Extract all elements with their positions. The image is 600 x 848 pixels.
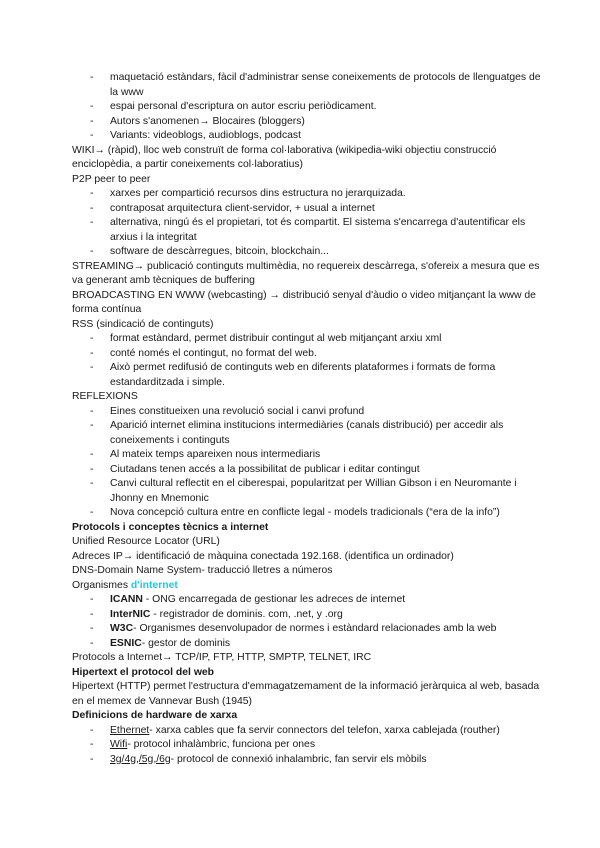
item-text: Això permet redifusió de continguts web en diferents plataformes i formats de forma estandarditzada i simple. <box>110 362 496 388</box>
item-text: software de descàrregues, bitcoin, blockchain... <box>110 246 329 257</box>
bullet-dash: - <box>90 463 94 475</box>
paragraph-text: Organismes <box>72 579 131 591</box>
item-text: - ONG encarregada de gestionar les adreces de internet <box>142 594 406 605</box>
bullet-dash: - <box>90 333 94 344</box>
list-item <box>90 622 542 637</box>
bullet-dash: - <box>90 507 94 518</box>
list-item <box>90 477 542 506</box>
bullet-dash: - <box>90 637 94 649</box>
section-heading: Definicions de hardware de xarxa <box>72 710 238 721</box>
item-text: Al mateix temps apareixen nous intermediaris <box>110 449 321 460</box>
list-item <box>90 637 542 652</box>
bullet-dash: - <box>90 449 94 460</box>
item-term: InterNIC <box>110 608 151 620</box>
item-text: - gestor de dominis <box>141 637 231 649</box>
bullet-dash: - <box>90 608 94 620</box>
paragraph: RSS (sindicació de continguts) <box>72 318 214 330</box>
list-item <box>90 463 542 478</box>
section-heading: Hipertext el protocol del web <box>72 666 215 678</box>
bullet-dash: - <box>90 101 94 112</box>
bullet-dash: - <box>90 72 94 83</box>
list-item <box>90 361 542 390</box>
item-text: Autors s'anomenen→ Blocaires (bloggers) <box>110 115 305 127</box>
list-item <box>90 187 542 202</box>
list-item <box>90 753 542 768</box>
list-item <box>90 506 542 521</box>
list-item <box>90 129 542 144</box>
item-text: alternativa, ningú és el propietari, tot és compartit. El sistema s'encarrega d'autentificar els arxius i la integritat <box>110 217 526 243</box>
item-text: contraposat arquitectura client-servidor, + usual a internet <box>110 202 375 214</box>
paragraph: DNS-Domain Name System- traducció lletres a números <box>72 565 333 576</box>
paragraph <box>72 579 542 594</box>
document-page <box>72 71 542 767</box>
item-term: ICANN <box>110 594 143 605</box>
item-text: conté només el contingut, no format del web. <box>110 347 317 359</box>
item-term: Ethernet <box>110 724 150 736</box>
item-text: format estàndard, permet distribuir contingut al web mitjançant arxiu xml <box>110 333 442 344</box>
list-item <box>90 245 542 260</box>
paragraph: Protocols a Internet→ TCP/IP, FTP, HTTP, SMPTP, TELNET, IRC <box>72 652 372 663</box>
item-text: - registrador de dominis. com, .net, y .org <box>150 608 343 620</box>
item-text: - protocol inhalàmbric, funciona per ones <box>127 739 316 750</box>
item-term: 3g/4g,/5g,/6g <box>110 753 171 765</box>
item-text: Variants: videoblogs, audioblogs, podcast <box>110 130 302 141</box>
bullet-dash: - <box>90 594 94 605</box>
item-text: Canvi cultural reflectit en el ciberespai, popularitzat per Willian Gibson i en Neuromante i Jhonny en Mnemonic <box>110 478 517 504</box>
bullet-dash: - <box>90 739 94 750</box>
bullet-dash: - <box>90 724 94 736</box>
item-term: W3C <box>110 623 134 634</box>
section-heading: Protocols i conceptes tècnics a internet <box>72 521 269 533</box>
bullet-dash: - <box>90 623 94 634</box>
item-text: Eines constitueixen una revolució social i canvi profund <box>110 405 365 417</box>
bullet-dash: - <box>90 347 94 359</box>
list-item <box>90 405 542 420</box>
paragraph: Adreces IP→ identificació de màquina conectada 192.168. (identifica un ordinador) <box>72 550 454 562</box>
item-text: maquetació estàndars, fàcil d'administrar sense coneixements de protocols de llenguatges de la www <box>110 72 541 98</box>
list-item <box>90 332 542 347</box>
bullet-dash: - <box>90 246 94 257</box>
list-item <box>90 608 542 623</box>
list-item <box>90 738 542 753</box>
item-term: ESNIC <box>110 637 142 649</box>
list-item <box>90 593 542 608</box>
bullet-dash: - <box>90 115 94 127</box>
bullet-dash: - <box>90 217 94 228</box>
bullet-dash: - <box>90 420 94 431</box>
paragraph: Unified Resource Locator (URL) <box>72 536 220 547</box>
bullet-dash: - <box>90 130 94 141</box>
bullet-dash: - <box>90 753 94 765</box>
list-item <box>90 216 542 245</box>
list-item <box>90 724 542 739</box>
list-item <box>90 202 542 217</box>
list-item <box>90 100 542 115</box>
bullet-dash: - <box>90 202 94 214</box>
item-text: Ciutadans tenen accés a la possibilitat de publicar i editar contingut <box>110 463 420 475</box>
item-text: xarxes per compartició recursos dins estructura no jerarquizada. <box>110 188 406 199</box>
paragraph: REFLEXIONS <box>72 391 138 402</box>
paragraph: P2P peer to peer <box>72 173 151 185</box>
item-text: - protocol de connexió inhalambric, fan servir els mòbils <box>170 753 427 765</box>
list-item <box>90 115 542 130</box>
bullet-dash: - <box>90 188 94 199</box>
bullet-dash: - <box>90 478 94 489</box>
item-text: - xarxa cables que fa servir connectors del telefon, xarxa cablejada (routher) <box>149 724 500 736</box>
list-item <box>90 419 542 448</box>
list-item <box>90 448 542 463</box>
paragraph: Hipertext (HTTP) permet l'estructura d'emmagatzemament de la informació jeràrquica al web, basada en el memex de Vannevar Bush (1945) <box>72 681 540 707</box>
highlighted-text: d'internet <box>130 579 178 591</box>
item-text: Aparició internet elimina institucions intermediàries (canals distribució) per accedir als coneixements i continguts <box>110 420 504 446</box>
bullet-dash: - <box>90 405 94 417</box>
item-term: Wifi <box>110 739 128 750</box>
list-item <box>90 347 542 362</box>
item-text: - Organismes desenvolupador de normes i estàndard relacionades amb la web <box>133 623 497 634</box>
item-text: Nova concepció cultura entre en conflicte legal - models tradicionals (“era de la info”) <box>110 507 500 518</box>
paragraph: STREAMING→ publicació continguts multimèdia, no requereix descàrrega, s'ofereix a mesura que es va generant amb tècniques de buffering <box>72 260 540 286</box>
paragraph: BROADCASTING EN WWW (webcasting) → distribució senyal d'àudio o video mitjançant la www de forma contínua <box>72 289 536 315</box>
list-item <box>90 71 542 100</box>
item-text: espai personal d'escriptura on autor escriu periòdicament. <box>110 101 377 112</box>
bullet-dash: - <box>90 362 94 373</box>
paragraph: WIKI→ (ràpid), lloc web construït de forma col·laborativa (wikipedia-wiki objectiu construcció enciclopèdia, a partir coneixements col·laboratius) <box>72 144 497 170</box>
